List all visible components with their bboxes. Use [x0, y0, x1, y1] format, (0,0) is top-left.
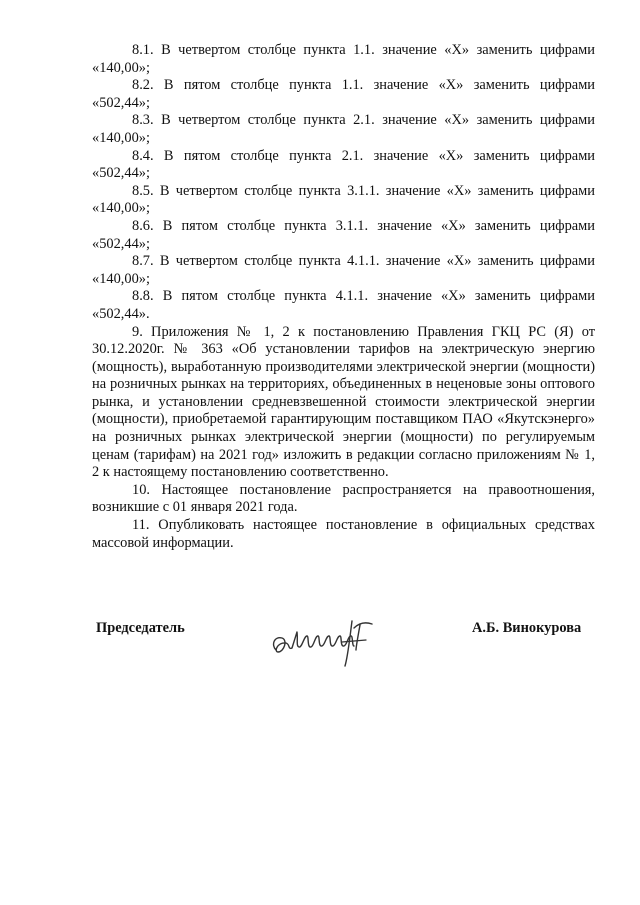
signatory-role: Председатель: [96, 620, 185, 636]
signatory-name: А.Б. Винокурова: [472, 620, 582, 636]
paragraph-8-5: 8.5. В четвертом столбце пункта 3.1.1. значение «Х» заменить цифрами «140,00»;: [92, 182, 595, 217]
handwritten-signature: [268, 612, 378, 670]
paragraph-9: 9. Приложения № 1, 2 к постановлению Правления ГКЦ РС (Я) от 30.12.2020г. № 363 «Об установлении тарифов на электрическую энергию (мощность), выработанную производителями электрической энергии (мощности) на розничных рынках на территориях, объединенных в неценовые зоны оптового рынка, и установлении средневзвешенной стоимости электрической энергии (мощности), приобретаемой гарантирующим поставщиком ПАО «Якутскэнерго» на розничных рынках электрической энергии (мощности) по регулируемым ценам (тарифам) на 2021 год» изложить в редакции согласно приложениям № 1, 2 к настоящему постановлению соответственно.: [92, 323, 595, 481]
document-body: [92, 42, 595, 552]
paragraph-8-6: 8.6. В пятом столбце пункта 3.1.1. значение «Х» заменить цифрами «502,44»;: [92, 217, 595, 252]
paragraph-8-4: 8.4. В пятом столбце пункта 2.1. значение «Х» заменить цифрами «502,44»;: [92, 147, 595, 182]
paragraph-8-1: 8.1. В четвертом столбце пункта 1.1. значение «Х» заменить цифрами «140,00»;: [92, 42, 595, 76]
paragraph-11: 11. Опубликовать настоящее постановление в официальных средствах массовой информации.: [92, 517, 595, 551]
paragraph-8-2: 8.2. В пятом столбце пункта 1.1. значение «Х» заменить цифрами «502,44»;: [92, 77, 595, 111]
paragraph-8-7: 8.7. В четвертом столбце пункта 4.1.1. значение «Х» заменить цифрами «140,00»;: [92, 253, 595, 287]
paragraph-10: 10. Настоящее постановление распространяется на правоотношения, возникшие с 01 января 2021 года.: [92, 481, 595, 516]
paragraph-8-8: 8.8. В пятом столбце пункта 4.1.1. значение «Х» заменить цифрами «502,44».: [92, 288, 595, 322]
paragraph-8-3: 8.3. В четвертом столбце пункта 2.1. значение «Х» заменить цифрами «140,00»;: [92, 112, 595, 146]
